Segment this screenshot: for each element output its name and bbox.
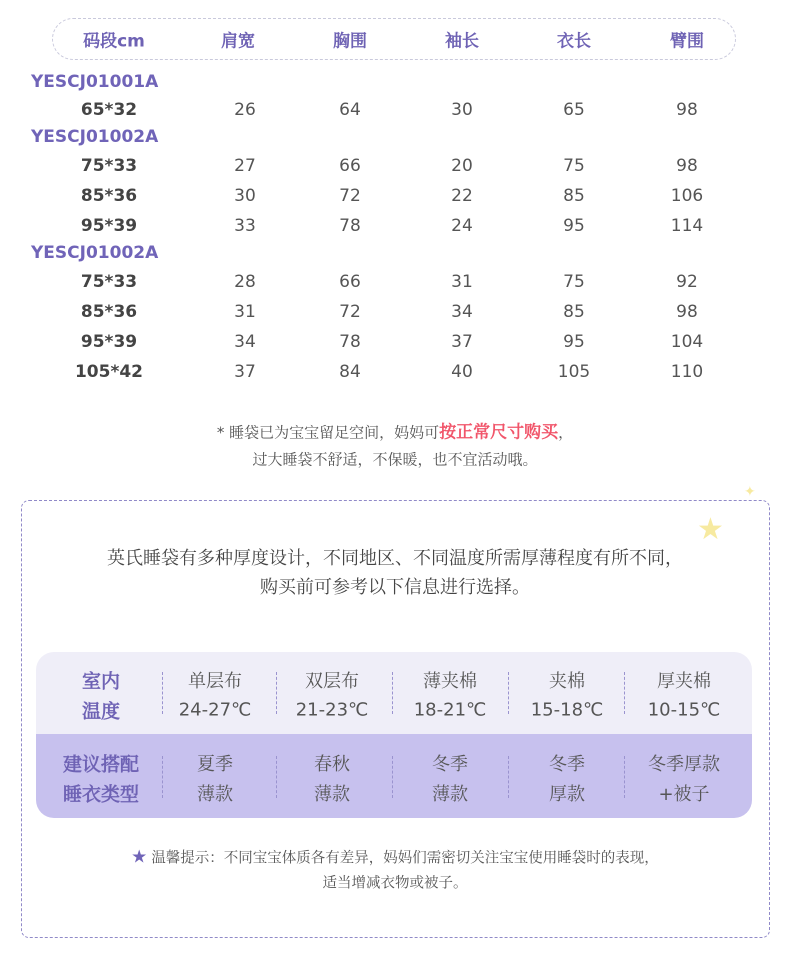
size-value: 72	[339, 186, 361, 206]
wear-label-line2: 睡衣类型	[62, 783, 140, 806]
size-value: 85	[563, 186, 585, 206]
temperature-row	[36, 652, 752, 734]
size-value: 72	[339, 302, 361, 322]
column-divider	[162, 756, 163, 798]
wear-season: 夏季	[197, 754, 233, 775]
size-value: 40	[451, 362, 473, 382]
note-suffix: ，	[558, 423, 574, 442]
wear-type: +被子	[658, 784, 710, 805]
fabric-name: 厚夹棉	[657, 671, 711, 692]
size-value: 37	[234, 362, 256, 382]
fabric-temp: 21-23℃	[295, 699, 369, 721]
wear-type: 薄款	[314, 784, 350, 805]
size-value: 27	[234, 156, 256, 176]
header-length: 衣长	[557, 31, 591, 52]
note-emphasis: 按正常尺寸购买	[439, 422, 559, 443]
fabric-name: 薄夹棉	[423, 671, 477, 692]
size-value: 84	[339, 362, 361, 382]
size-value: 66	[339, 156, 361, 176]
temp-label-line2: 温度	[81, 700, 121, 723]
fabric-name: 夹棉	[549, 671, 585, 692]
small-star-icon: ✦	[744, 484, 756, 500]
size-value: 65	[563, 100, 585, 120]
size-value: 106	[670, 186, 704, 206]
intro-line1: 英氏睡袋有多种厚度设计，不同地区、不同温度所需厚薄程度有所不同，	[107, 548, 683, 569]
header-size: 码段cm	[83, 31, 145, 52]
size-code: 95*39	[80, 332, 138, 352]
size-code: 75*33	[80, 156, 138, 176]
size-code: 95*39	[80, 216, 138, 236]
column-divider	[276, 672, 277, 714]
temp-label-line1: 室内	[81, 670, 121, 693]
tip-text: 温馨提示：不同宝宝体质各有差异，妈妈们需密切关注宝宝使用睡袋时的表现，	[151, 850, 659, 867]
wear-season: 冬季	[432, 754, 468, 775]
header-shoulder: 肩宽	[221, 31, 255, 52]
size-value: 98	[676, 156, 698, 176]
wear-type: 薄款	[432, 784, 468, 805]
wear-type: 厚款	[549, 784, 585, 805]
size-table-header	[52, 18, 736, 60]
header-sleeve: 袖长	[445, 31, 479, 52]
header-chest: 胸围	[333, 31, 367, 52]
size-value: 34	[451, 302, 473, 322]
column-divider	[508, 672, 509, 714]
size-value: 98	[676, 100, 698, 120]
size-value: 98	[676, 302, 698, 322]
column-divider	[276, 756, 277, 798]
wear-season: 春秋	[314, 754, 350, 775]
size-value: 28	[234, 272, 256, 292]
fabric-temp: 18-21℃	[413, 699, 487, 721]
wear-season: 冬季厚款	[648, 754, 720, 775]
fabric-name: 双层布	[305, 671, 359, 692]
wear-season: 冬季	[549, 754, 585, 775]
size-note-line2: 过大睡袋不舒适，不保暖，也不宜活动哦。	[252, 450, 538, 469]
temperature-table	[36, 652, 752, 818]
intro-line2: 购买前可参考以下信息进行选择。	[260, 577, 530, 598]
star-icon: ★	[131, 846, 148, 868]
size-value: 78	[339, 332, 361, 352]
size-code: 85*36	[80, 186, 138, 206]
model-code: YESCJ01002A	[31, 243, 159, 263]
size-value: 110	[670, 362, 704, 382]
note-prefix: * 睡袋已为宝宝留足空间，妈妈可	[216, 423, 440, 442]
size-value: 78	[339, 216, 361, 236]
size-value: 75	[563, 272, 585, 292]
header-arm: 臂围	[670, 31, 704, 52]
fabric-temp: 24-27℃	[178, 699, 252, 721]
size-value: 26	[234, 100, 256, 120]
column-divider	[624, 672, 625, 714]
size-value: 114	[670, 216, 704, 236]
size-value: 20	[451, 156, 473, 176]
column-divider	[508, 756, 509, 798]
wear-label-line1: 建议搭配	[62, 753, 140, 776]
size-value: 64	[339, 100, 361, 120]
size-value: 85	[563, 302, 585, 322]
size-note-line1	[0, 418, 790, 443]
size-value: 95	[563, 216, 585, 236]
column-divider	[392, 756, 393, 798]
size-value: 31	[451, 272, 473, 292]
size-value: 22	[451, 186, 473, 206]
model-code: YESCJ01001A	[31, 72, 159, 92]
warm-tip-line2: 适当增减衣物或被子。	[322, 875, 468, 892]
size-value: 34	[234, 332, 256, 352]
size-value: 66	[339, 272, 361, 292]
size-value: 104	[670, 332, 704, 352]
size-code: 85*36	[80, 302, 138, 322]
size-value: 33	[234, 216, 256, 236]
size-value: 95	[563, 332, 585, 352]
size-code: 75*33	[80, 272, 138, 292]
size-value: 31	[234, 302, 256, 322]
column-divider	[392, 672, 393, 714]
column-divider	[162, 672, 163, 714]
size-value: 75	[563, 156, 585, 176]
column-divider	[624, 756, 625, 798]
size-value: 30	[451, 100, 473, 120]
size-value: 105	[557, 362, 591, 382]
size-value: 30	[234, 186, 256, 206]
size-value: 24	[451, 216, 473, 236]
warm-tip-line1	[0, 847, 790, 868]
size-value: 92	[676, 272, 698, 292]
fabric-name: 单层布	[188, 671, 242, 692]
sleepwear-row	[36, 734, 752, 818]
fabric-temp: 15-18℃	[530, 699, 604, 721]
sparkle-star-icon: ★	[697, 512, 724, 547]
model-code: YESCJ01002A	[31, 127, 159, 147]
fabric-temp: 10-15℃	[647, 699, 721, 721]
wear-type: 薄款	[197, 784, 233, 805]
size-code: 105*42	[74, 362, 144, 382]
size-code: 65*32	[80, 100, 138, 120]
size-value: 37	[451, 332, 473, 352]
